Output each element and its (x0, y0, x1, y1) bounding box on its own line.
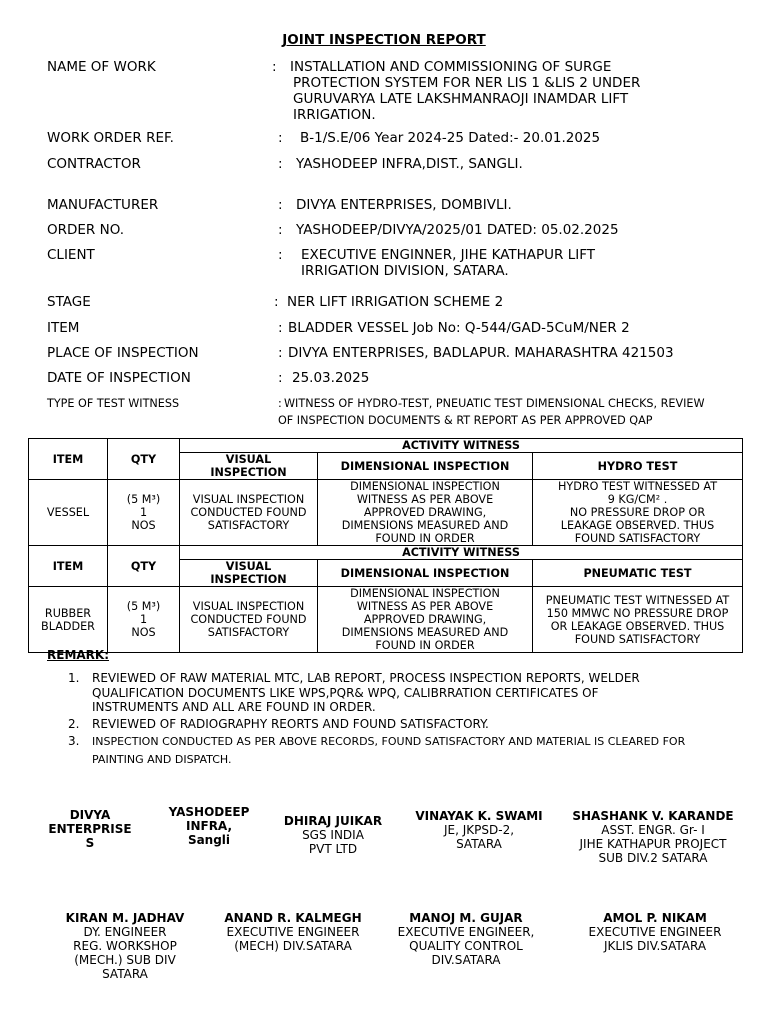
signatory-name: VINAYAK K. SWAMI (415, 809, 543, 823)
signatory-name: AMOL P. NIKAM (603, 911, 707, 925)
cell-line: 1 (139, 506, 148, 519)
value-line: DIVYA ENTERPRISES, BADLAPUR. MAHARASHTRA 421503 (288, 345, 674, 361)
cell-line: NO PRESSURE DROP OR (569, 506, 706, 519)
value-line: EXECUTIVE ENGINNER, JIHE KATHAPUR LIFT (301, 247, 596, 263)
signatory-designation: REG. WORKSHOP (73, 939, 177, 953)
cell-line: WITNESS AS PER ABOVE (356, 600, 494, 613)
header-line: INSPECTION (210, 573, 287, 586)
signatory-designation: SATARA (102, 967, 148, 981)
cell-line: VISUAL INSPECTION (192, 493, 305, 506)
signatory-name: SHASHANK V. KARANDE (572, 809, 734, 823)
signatory-designation: DIV.SATARA (431, 953, 501, 967)
field-value-stage: : NER LIFT IRRIGATION SCHEME 2 (274, 294, 504, 310)
cell-line: LEAKAGE OBSERVED. THUS (560, 519, 715, 532)
header-line: VISUAL (225, 560, 272, 573)
cell-line: 150 MMWC NO PRESSURE DROP (546, 606, 729, 620)
signatory-shashank-karande (560, 809, 746, 865)
field-value-place: : DIVYA ENTERPRISES, BADLAPUR. MAHARASHTRA 421503 (278, 345, 674, 361)
cell-pneumatic-test (533, 587, 743, 653)
signatory-designation: JIHE KATHAPUR PROJECT (579, 837, 727, 851)
cell-line: HYDRO TEST WITNESSED AT (557, 480, 718, 493)
field-label-work-order: WORK ORDER REF. (47, 130, 174, 146)
table-header-row (29, 439, 743, 453)
field-label-test-witness: TYPE OF TEST WITNESS (47, 397, 180, 410)
cell-line: RUBBER (44, 606, 92, 620)
cell-qty (108, 587, 180, 653)
field-value-client: : EXECUTIVE ENGINNER, JIHE KATHAPUR LIFT (278, 247, 596, 263)
value-line: YASHODEEP INFRA,DIST., SANGLI. (296, 156, 523, 172)
signatory-designation: SGS INDIA (302, 828, 364, 842)
signatory-designation: SATARA (456, 837, 502, 851)
signatory-designation: PVT LTD (308, 842, 358, 856)
cell-line: WITNESS AS PER ABOVE (356, 493, 494, 506)
col-visual-header (180, 560, 318, 587)
signatory-name: DHIRAJ JUIKAR (283, 814, 383, 828)
remark-line: REVIEWED OF RAW MATERIAL MTC, LAB REPORT, PROCESS INSPECTION REPORTS, WELDER (92, 671, 640, 685)
activity-witness-header: ACTIVITY WITNESS (180, 546, 743, 560)
value-line: NER LIFT IRRIGATION SCHEME 2 (287, 294, 504, 310)
signatory-designation: JKLIS DIV.SATARA (603, 939, 707, 953)
table-row (29, 480, 743, 546)
cell-line: FOUND SATISFACTORY (574, 632, 701, 646)
field-value-contractor: : YASHODEEP INFRA,DIST., SANGLI. (278, 156, 523, 172)
cell-line: (5 M³) (126, 493, 161, 506)
value-line: B-1/S.E/06 Year 2024-25 Dated:- 20.01.2025 (300, 130, 601, 146)
cell-line: OR LEAKAGE OBSERVED. THUS (550, 619, 725, 633)
col-dimensional-header: DIMENSIONAL INSPECTION (318, 453, 533, 480)
col-hydro-test-header: HYDRO TEST (533, 453, 743, 480)
signatory-designation: SUB DIV.2 SATARA (598, 851, 708, 865)
header-line: VISUAL (225, 453, 272, 466)
signatory-kiran-jadhav (48, 911, 202, 981)
remark-text (92, 671, 640, 715)
signatory-name: MANOJ M. GUJAR (409, 911, 523, 925)
value-line: OF INSPECTION DOCUMENTS & RT REPORT AS PER APPROVED QAP (278, 414, 653, 427)
cell-line: VISUAL INSPECTION (192, 600, 305, 613)
activity-table (28, 438, 743, 653)
remark-text (92, 733, 685, 768)
signatory-name: DIVYA (69, 808, 111, 822)
remark-item (68, 717, 728, 732)
cell-qty (108, 480, 180, 546)
col-qty-header: QTY (108, 546, 180, 587)
cell-line: APPROVED DRAWING, (363, 613, 487, 626)
signatory-name: YASHODEEP (168, 805, 250, 819)
signatory-designation: ASST. ENGR. Gr- I (601, 823, 705, 837)
remark-number: 1. (68, 671, 80, 685)
field-value-manufacturer: : DIVYA ENTERPRISES, DOMBIVLI. (278, 197, 512, 213)
field-label-manufacturer: MANUFACTURER (47, 197, 159, 213)
signatory-designation: (MECH) DIV.SATARA (234, 939, 352, 953)
cell-line: DIMENSIONS MEASURED AND (341, 626, 509, 639)
cell-item (29, 587, 108, 653)
col-pneumatic-test-header: PNEUMATIC TEST (533, 560, 743, 587)
cell-line: DIMENSIONS MEASURED AND (341, 519, 509, 532)
col-item-header: ITEM (29, 439, 108, 480)
cell-item (29, 480, 108, 546)
signatory-vinayak-swami (398, 809, 560, 851)
field-label-order-no: ORDER NO. (47, 222, 125, 238)
header-line: INSPECTION (210, 466, 287, 479)
remark-item (68, 671, 728, 715)
signatory-name: S (85, 836, 95, 850)
signatory-designation: JE, JKPSD-2, (443, 823, 515, 837)
cell-line: DIMENSIONAL INSPECTION (350, 587, 500, 600)
cell-dimensional (318, 587, 533, 653)
signatory-name: INFRA, (185, 819, 232, 833)
signatory-designation: EXECUTIVE ENGINEER, (397, 925, 535, 939)
signatory-designation: EXECUTIVE ENGINEER (588, 925, 722, 939)
field-label-stage: STAGE (47, 294, 91, 310)
report-title: JOINT INSPECTION REPORT (282, 32, 486, 48)
signatory-name: ENTERPRISE (48, 822, 132, 836)
cell-line: SATISFACTORY (207, 626, 290, 639)
value-line: PROTECTION SYSTEM FOR NER LIS 1 &LIS 2 UNDER (293, 75, 641, 91)
cell-line: CONDUCTED FOUND (190, 506, 307, 519)
remark-line: INSPECTION CONDUCTED AS PER ABOVE RECORDS, FOUND SATISFACTORY AND MATERIAL IS CLEARED FOR (92, 735, 686, 748)
col-item-header: ITEM (29, 546, 108, 587)
field-label-place: PLACE OF INSPECTION (47, 345, 199, 361)
remark-line: INSTRUMENTS AND ALL ARE FOUND IN ORDER. (92, 700, 376, 714)
cell-line: APPROVED DRAWING, (363, 506, 487, 519)
field-value-work-order: : B-1/S.E/06 Year 2024-25 Dated:- 20.01.2025 (278, 130, 601, 146)
cell-line: SATISFACTORY (207, 519, 290, 532)
remark-line: REVIEWED OF RADIOGRAPHY REORTS AND FOUND SATISFACTORY. (92, 716, 489, 731)
cell-visual (180, 587, 318, 653)
col-dimensional-header: DIMENSIONAL INSPECTION (318, 560, 533, 587)
remark-title: REMARK: (47, 648, 110, 662)
signatory-dhiraj-juikar (268, 814, 398, 856)
field-value-name-of-work: : INSTALLATION AND COMMISSIONING OF SURGE (272, 59, 612, 75)
signatory-anand-kalmegh (206, 911, 380, 953)
signatory-manoj-gujar (384, 911, 548, 967)
cell-line: BLADDER (41, 619, 95, 633)
remark-list (68, 671, 728, 770)
value-line: WITNESS OF HYDRO-TEST, PNEUATIC TEST DIMENSIONAL CHECKS, REVIEW (284, 397, 705, 410)
field-label-contractor: CONTRACTOR (47, 156, 141, 172)
remark-item (68, 733, 728, 768)
signatory-designation: QUALITY CONTROL (409, 939, 523, 953)
cell-line: (5 M³) (126, 600, 161, 613)
col-qty-header: QTY (108, 439, 180, 480)
cell-line: NOS (131, 626, 156, 639)
field-value-date: : 25.03.2025 (278, 370, 370, 386)
value-line: GURUVARYA LATE LAKSHMANRAOJI INAMDAR LIFT (293, 91, 629, 107)
signatory-designation: (MECH.) SUB DIV (74, 953, 176, 967)
field-value-order-no: : YASHODEEP/DIVYA/2025/01 DATED: 05.02.2025 (278, 222, 619, 238)
signatory-designation: DY. ENGINEER (83, 925, 167, 939)
cell-line: PNEUMATIC TEST WITNESSED AT (545, 593, 730, 607)
cell-line: FOUND IN ORDER (375, 532, 475, 545)
cell-line: DIMENSIONAL INSPECTION (350, 480, 500, 493)
signatory-name: ANAND R. KALMEGH (224, 911, 362, 925)
cell-line: VESSEL (46, 506, 90, 519)
field-value-item: : BLADDER VESSEL Job No: Q-544/GAD-5CuM/NER 2 (278, 320, 630, 336)
field-value-test-witness: : WITNESS OF HYDRO-TEST, PNEUATIC TEST DIMENSIONAL CHECKS, REVIEW (278, 397, 705, 410)
value-line: INSTALLATION AND COMMISSIONING OF SURGE (290, 59, 612, 75)
value-line: YASHODEEP/DIVYA/2025/01 DATED: 05.02.2025 (296, 222, 619, 238)
remark-line: QUALIFICATION DOCUMENTS LIKE WPS,PQR& WPQ, CALIBRRATION CERTIFICATES OF (92, 685, 599, 700)
signatory-designation: EXECUTIVE ENGINEER (226, 925, 360, 939)
signatory-amol-nikam (574, 911, 736, 953)
cell-line: FOUND IN ORDER (375, 639, 475, 652)
remark-number: 3. (68, 734, 80, 748)
cell-line: FOUND SATISFACTORY (574, 532, 701, 545)
value-line: DIVYA ENTERPRISES, DOMBIVLI. (296, 197, 512, 213)
col-visual-header (180, 453, 318, 480)
field-label-date: DATE OF INSPECTION (47, 370, 191, 386)
field-label-client: CLIENT (47, 247, 95, 263)
field-label-item: ITEM (47, 320, 80, 336)
cell-dimensional (318, 480, 533, 546)
cell-visual (180, 480, 318, 546)
signatory-name: KIRAN M. JADHAV (65, 911, 185, 925)
cell-line: CONDUCTED FOUND (190, 613, 307, 626)
remark-number: 2. (68, 716, 80, 731)
table-row (29, 587, 743, 653)
cell-line: NOS (131, 519, 156, 532)
cell-hydro-test (533, 480, 743, 546)
remark-line: PAINTING AND DISPATCH. (92, 752, 232, 766)
cell-line: 9 KG/CM² . (607, 493, 668, 506)
value-line: BLADDER VESSEL Job No: Q-544/GAD-5CuM/NER 2 (288, 320, 630, 336)
value-line: IRRIGATION DIVISION, SATARA. (301, 263, 509, 279)
field-label-name-of-work: NAME OF WORK (47, 59, 156, 75)
cell-line: 1 (139, 613, 148, 626)
value-line: 25.03.2025 (292, 370, 370, 386)
signatory-divya-enterprises (44, 808, 136, 850)
value-line: IRRIGATION. (293, 107, 376, 123)
table-header-row (29, 546, 743, 560)
activity-witness-header: ACTIVITY WITNESS (180, 439, 743, 453)
signatory-name: Sangli (187, 833, 231, 847)
signatory-yashodeep-infra (156, 805, 262, 847)
